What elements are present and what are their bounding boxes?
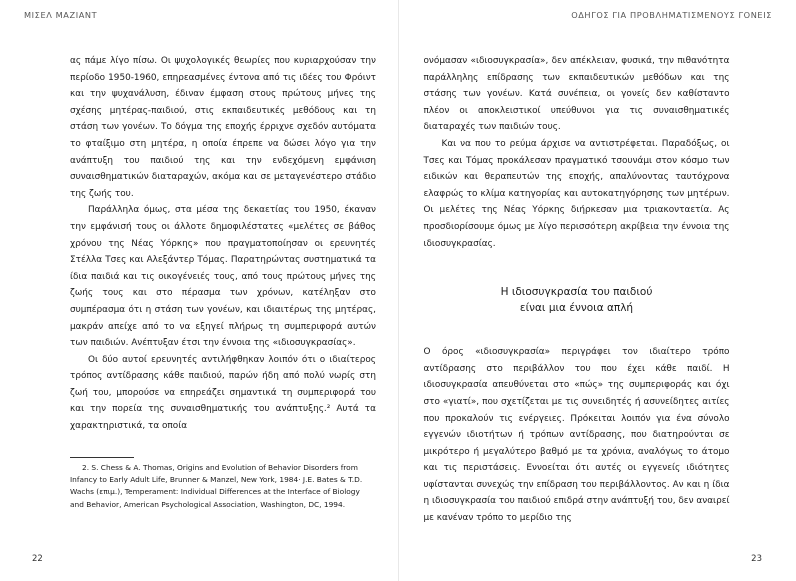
footnote bbox=[70, 462, 376, 512]
page-number: 23 bbox=[751, 554, 762, 564]
paragraph: ονόμασαν «ιδιοσυγκρασία», δεν απέκλειαν, φυσικά, την πιθανότητα παράλληλης επίδρασης των εκπαιδευτικών μεθόδων και της στάσης των γονέων. Κατά συνέπεια, οι γονείς δεν καθίσταντο πλέον οι αποκλειστικοί υπεύθυνοι για τις συναισθηματικές διαταραχές των παιδιών τους. bbox=[423, 56, 730, 133]
section-heading-line: Η ιδιοσυγκρασία του παιδιού bbox=[500, 286, 653, 299]
paragraph: Και να που το ρεύμα άρχισε να αντιστρέφεται. Παραδόξως, οι Τσες και Τόμας προκάλεσαν πραγματικό τσουνάμι στον κόσμο των ειδικών και θεραπευτών της εποχής, απαλύνοντας ταυτόχρονα ελαφρώς το κλίμα κατηγορίας και αυτοκατηγόρησης των μητέρων. Οι μελέτες της Νέας Υόρκης διήρκεσαν μια τριακονταετία. Ας προσδιορίσουμε όμως με λίγο περισσότερη ακρίβεια την έννοια της ιδιοσυγκρασίας. bbox=[423, 138, 730, 249]
section-heading-line: είναι μια έννοια απλή bbox=[519, 302, 634, 315]
footnote-divider bbox=[70, 457, 134, 458]
paragraph: Οι δύο αυτοί ερευνητές αντιλήφθηκαν λοιπόν ότι ο ιδιαίτερος τρόπος αντίδρασης κάθε παιδιού, παρών ήδη από πολύ νωρίς στη ζωή του, μπορούσε να επηρεάζει σημαντικά τη συμπεριφορά του και την πορεία της συναισθηματικής του ανάπτυξης.² Αυτά τα χαρακτηριστικά, τα οποία bbox=[70, 354, 376, 432]
section-heading bbox=[424, 284, 730, 316]
footnote-text: 2. S. Chess & A. Thomas, Origins and Evolution of Behavior Disorders from Infancy to Early Adult Life, Brunner & Manzel, New York, 1984· J.E. Bates & T.D. Wachs (επιμ.), Temperament: Individual Differences at the Interface of Biology and Behavior, American Psychological Association, Washington, DC, 1994. bbox=[70, 462, 363, 509]
paragraph: ας πάμε λίγο πίσω. Οι ψυχολογικές θεωρίες που κυριαρχούσαν την περίοδο 1950-1960, επηρεασμένες έντονα από τις ιδέες του Φρόιντ και την ψυχανάλυση, έδιναν έμφαση στους πρώτους μήνες της σχέσης μητέρας-παιδιού, στις εκπαιδευτικές μεθόδους και τη στάση των γονέων. Το δόγμα της εποχής έρριχνε σχεδόν αυτόματα το φταίξιμο στη μητέρα, η οποία έπρεπε να δώσει λόγο για την ανάπτυξη του παιδιού της και την ενδεχόμενη εμφάνιση συναισθηματικών διαταραχών, ακόμα και σε μεταγενέστερο στάδιο της ζωής του. bbox=[70, 56, 376, 199]
page-number: 22 bbox=[32, 554, 43, 564]
paragraph: Παράλληλα όμως, στα μέσα της δεκαετίας του 1950, έκαναν την εμφάνισή τους οι άλλοτε δημοφιλέστατες «μελέτες σε βάθος χρόνου της Νέας Υόρκης» που πραγματοποίησαν οι ερευνητές Στέλλα Τσες και Αλεξάντερ Τόμας. Παρατηρώντας συστηματικά τα ίδια παιδιά και τις οικογένειές τους, από τους πρώτους μήνες της ζωής τους και στο πέρασμα των χρόνων, κατέληξαν στο συμπέρασμα ότι η στάση των γονέων, και ιδιαιτέρως της μητέρας, μακράν απείχε από το να εξηγεί πλήρως τη συμπεριφορά αυτών των παιδιών. Ανέπτυξαν έτσι την έννοια της «ιδιοσυγκρασίας». bbox=[70, 205, 376, 349]
running-head-author: ΜΙΣΕΛ ΜΑΖΙΑΝΤ bbox=[24, 10, 98, 20]
running-head-title: ΟΔΗΓΟΣ ΓΙΑ ΠΡΟΒΛΗΜΑΤΙΣΜΕΝΟΥΣ ΓΟΝΕΙΣ bbox=[571, 10, 772, 20]
paragraph: Ο όρος «ιδιοσυγκρασία» περιγράφει τον ιδιαίτερο τρόπο αντίδρασης στο περιβάλλον του που έχει κάθε παιδί. Η ιδιοσυγκρασία απευθύνεται στο «πώς» της συμπεριφοράς και όχι στο «γιατί», που σχετίζεται με τις συνειδητές ή ασυνείδητες αιτίες που προκαλούν τις ενέργειες. Πρόκειται λοιπόν για ένα σύνολο εγγενών ιδιοτήτων ή τρόπων αντίδρασης, που διατηρούνται σε μικρότερο ή μεγαλύτερο βαθμό με τα χρόνια, αναλόγως το άτομο και τις περιστάσεις. Εννοείται ότι αυτές οι εγγενείς ιδιότητες υφίστανται συνεχώς την επίδραση του περιβάλλοντος. Αν και η ίδια η ιδιοσυγκρασία του παιδιού επιδρά στην ανάπτυξή του, δεν αναιρεί με κανέναν τρόπο το μερίδιο της bbox=[423, 347, 730, 524]
right-page bbox=[399, 0, 796, 581]
right-text-column bbox=[424, 53, 730, 527]
left-text-column bbox=[70, 53, 376, 511]
